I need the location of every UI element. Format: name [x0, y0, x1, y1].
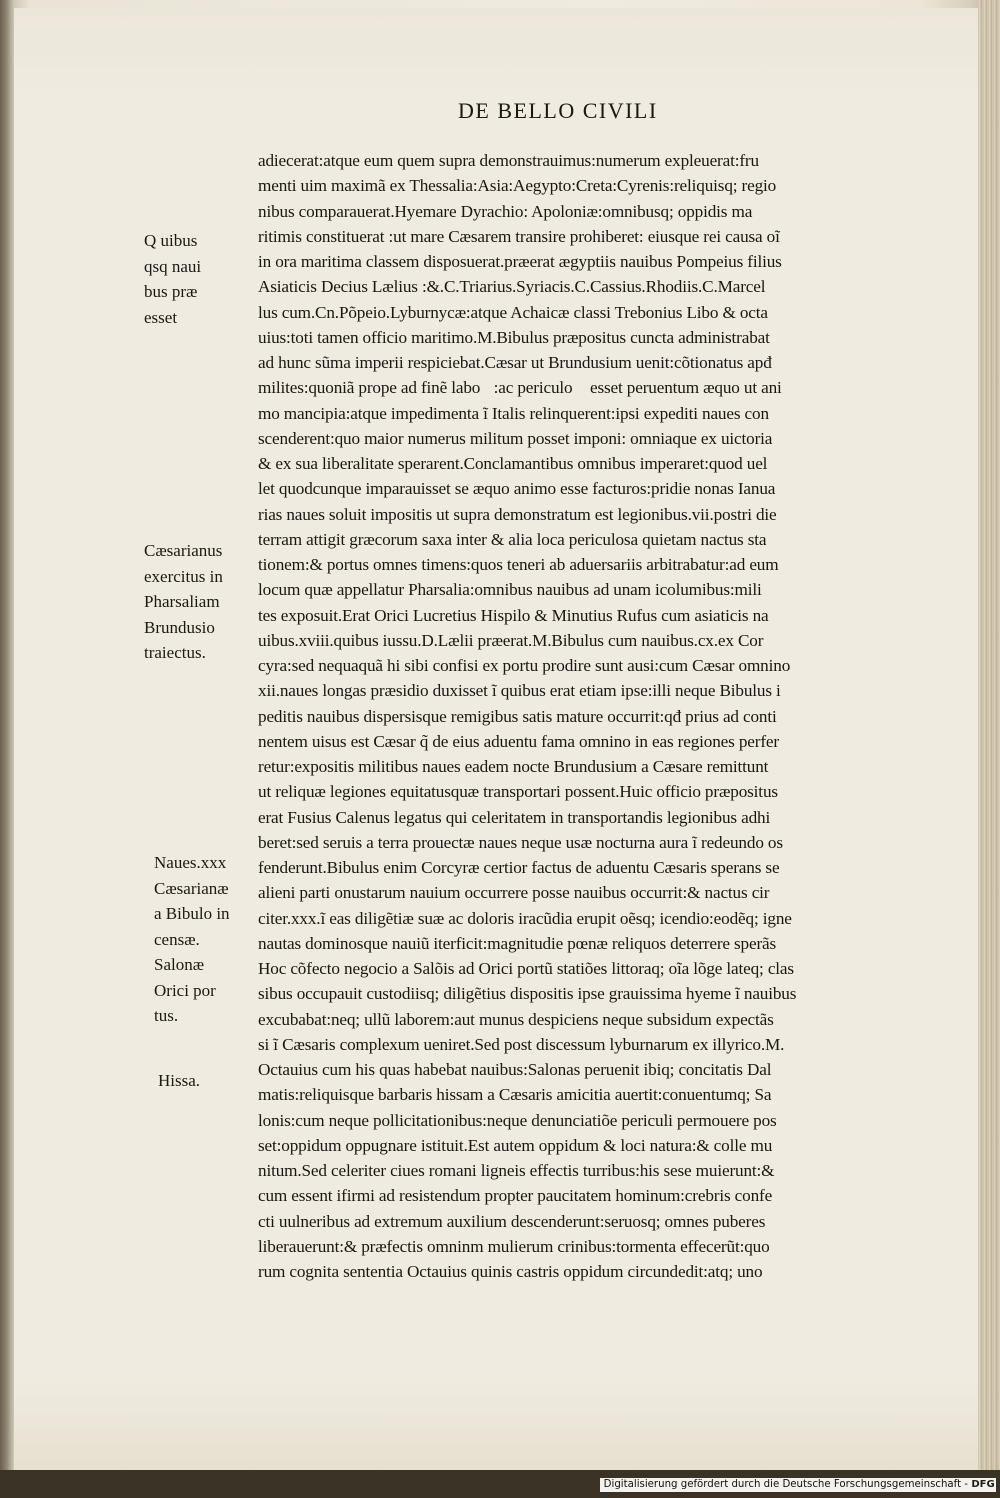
margin-note-line: Brundusio [144, 617, 215, 637]
margin-note-line: Orici por [154, 980, 216, 1000]
text-line: locum quæ appellatur Pharsalia:omnibus nauibus ad unam icolumibus:mili [258, 580, 762, 600]
text-line: si ĩ Cæsaris complexum ueniret.Sed post discessum lyburnarum ex illyrico.M. [258, 1034, 785, 1054]
text-line: sibus occupauit custodiisq; diligẽtius dispositis ipse grauissima hyeme ĩ nauibus [258, 984, 797, 1004]
text-line: nentem uisus est Cæsar q̃ de eius aduentu fama omnino in eas regiones perfer [258, 731, 779, 751]
text-line: excubabat:neq; ullũ laborem:aut munus despiciens neque subsidum expectãs [258, 1009, 774, 1029]
margin-note-line: Naues.xxx [154, 853, 227, 872]
digitization-credit: Digitalisierung gefördert durch die Deutsche Forschungsgemeinschaft - [600, 1478, 970, 1492]
text-line: rias naues soluit impositis ut supra demonstratum est legionibus.vii.postri die [258, 504, 777, 524]
text-line: citer.xxx.ĩ eas diligẽtiæ suæ ac doloris iracũdia erupit oẽsq; icendio:eodẽq; igne [258, 908, 792, 928]
margin-note [154, 850, 230, 1029]
text-line: liberauerunt:& præfectis omninm mulierum crinibus:tormenta effecerũt:quo [258, 1236, 770, 1256]
text-line: let quodcunque imparauisset se æquo animo esse facturos:pridie nonas Ianua [258, 479, 776, 499]
margin-note-line: tus. [154, 1006, 179, 1025]
text-line: ritimis constituerat :ut mare Cæsarem transire prohiberet: eiusque rei causa oĩ [258, 226, 780, 246]
margin-note-line: Cæsarianæ [154, 878, 229, 898]
text-line: adiecerat:atque eum quem supra demonstrauimus:numerum expleuerat:fru [258, 151, 759, 170]
text-line: cyra:sed nequaquã hi sibi confisi ex portu prodire sunt ausi:cum Cæsar omnino [258, 656, 791, 675]
margin-note-line: Salonæ [154, 955, 205, 974]
text-line: xii.naues longas præsidio duxisset ĩ quibus erat etiam ipse:illi neque Bibulus i [258, 681, 781, 701]
text-line: nitum.Sed celeriter ciues romani ligneis effectis turribus:his sese muierunt:& [258, 1161, 775, 1180]
text-line: & ex sua liberalitate sperarent.Conclamantibus omnibus imperaret:quod uel [258, 454, 768, 473]
text-line: milites:quoniã prope ad finẽ labo᷑:ac periculo᷑ esset peruentum æquo ut ani [258, 378, 782, 398]
text-line: nautas dominosque nauiũ iterficit:magnitudie pœnæ reliquos deterrere sperãs [258, 933, 777, 953]
text-line: set:oppidum oppugnare istituit.Est autem oppidum & loci natura:& colle mu [258, 1135, 773, 1155]
text-line: cum essent ifirmi ad resistendum propter paucitatem hominum:crebris confe [258, 1186, 773, 1206]
margin-note-line: censæ. [154, 929, 200, 949]
text-line: in ora maritima classem disposuerat.præerat ægyptiis nauibus Pompeius filius [258, 252, 782, 271]
margin-note-line: Pharsaliam [144, 592, 220, 611]
text-line: Hoc cõfecto negocio a Salõis ad Orici portũ statiões littoraq; oĩa lõge lateq; clas [258, 959, 794, 978]
dfg-logo-icon: DFG [971, 1479, 995, 1490]
text-line: terram attigit græcorum saxa inter & alia loca periculosa quietam nactus sta [258, 529, 767, 549]
margin-note-line: exercitus in [144, 566, 223, 586]
text-line: rum cognita sententia Octauius quinis castris oppidum circundedit:atq; uno [258, 1262, 763, 1281]
text-line: lonis:cum neque pollicitationibus:neque denunciatiõe periculi permouere pos [258, 1110, 777, 1130]
margin-note-line: traiectus. [144, 643, 206, 662]
text-line: menti uim maximã ex Thessalia:Asia:Aegypto:Creta:Cyrenis:reliquisq; regio [258, 176, 777, 196]
text-line: tes exposuit.Erat Orici Lucretius Hispilo & Minutius Rufus cum asiaticis na [258, 605, 769, 625]
margin-note-line: esset [144, 307, 178, 327]
margin-note-line: Cæsarianus [144, 541, 223, 560]
text-line: Octauius cum his quas habebat nauibus:Salonas peruenit ibiq; concitatis Dal [258, 1060, 772, 1079]
text-line: lus cum.Cn.Põpeio.Lyburnycæ:atque Achaicæ classi Trebonius Libo & octa [258, 302, 768, 322]
text-line: retur:expositis militibus naues eadem nocte Brundusium a Cæsare remittunt [258, 757, 769, 776]
text-line: peditis nauibus dispersisque remigibus satis mature occurrit:qđ prius ad conti [258, 706, 777, 726]
text-line: scenderent:quo maior numerus militum posset imponi: omniaque ex uictoria [258, 428, 773, 448]
text-line: beret:sed seruis a terra prouectæ naues neque usæ nocturna aura ĩ redeundo os [258, 832, 783, 852]
body-text [258, 148, 918, 1281]
margin-note-line: qsq naui [144, 256, 202, 276]
margin-note-line: Hissa. [158, 1071, 201, 1090]
margin-note [144, 538, 223, 666]
margin-note [144, 228, 201, 330]
margin-note [158, 1068, 200, 1094]
text-line: fenderunt.Bibulus enim Corcyræ certior factus de aduentu Cæsaris sperans se [258, 858, 780, 877]
text-line: nibus comparauerat.Hyemare Dyrachio: Apoloniæ:omnibusq; oppidis ma [258, 201, 753, 221]
text-line: Asiaticis Decius Lælius :&.C.Triarius.Syriacis.C.Cassius.Rhodiis.C.Marcel [258, 277, 766, 297]
text-line: mo mancipia:atque impedimenta ĩ Italis relinquerent:ipsi expediti naues con [258, 403, 769, 423]
text-line: ad hunc sũma imperii respiciebat.Cæsar ut Brundusium uenit:cõtionatus apđ [258, 353, 772, 372]
text-line: alieni parti onustarum nauium occurrere posse nauibus occurrit:& nactus cir [258, 883, 770, 903]
text-line: matis:reliquisque barbaris hissam a Cæsaris amicitia auertit:conuentumq; Sa [258, 1085, 772, 1105]
text-line: erat Fusius Calenus legatus qui celeritatem in transportandis legionibus adhi [258, 807, 771, 827]
text-line: uibus.xviii.quibus iussu.D.Lælii præerat.M.Bibulus cum nauibus.cx.ex Cor [258, 630, 764, 650]
margin-note-line: a Bibulo in [154, 904, 230, 923]
running-title: DE BELLO CIVILI [458, 98, 658, 123]
text-line: uius:toti tamen officio maritimo.M.Bibulus præpositus cuncta administrabat [258, 327, 770, 347]
text-line: ut reliquæ legiones equitatusquæ transportari possent.Huic officio præpositus [258, 782, 778, 802]
text-line: tionem:& portus omnes timens:quos teneri ab aduersariis arbitrabatur:ad eum [258, 555, 779, 574]
margin-note-line: Q uibus [144, 231, 198, 250]
margin-note-line: bus præ [144, 282, 198, 301]
text-line: cti uulneribus ad extremum auxilium descenderunt:seruosq; omnes puberes [258, 1211, 766, 1231]
